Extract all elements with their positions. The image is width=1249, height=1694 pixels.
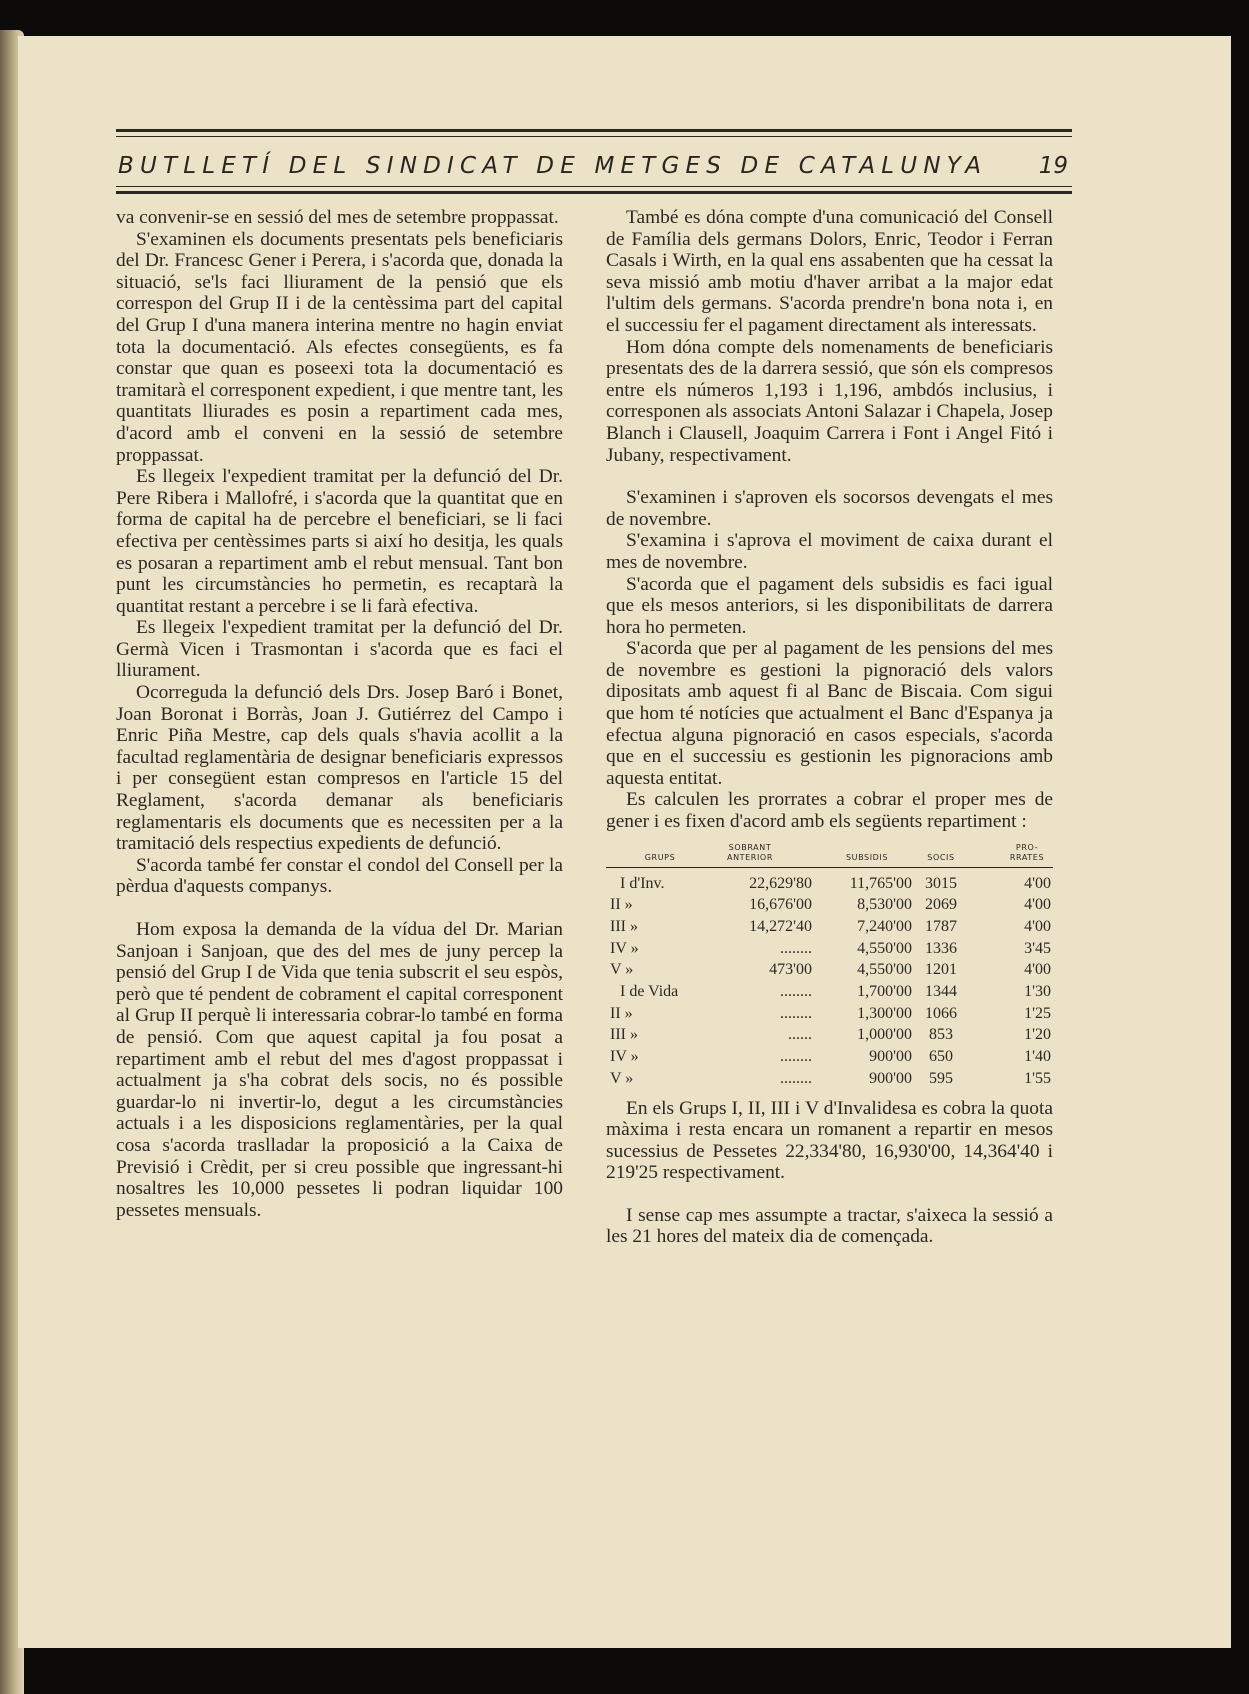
paragraph: Ocorreguda la defunció dels Drs. Josep Baró i Bonet, Joan Boronat i Borràs, Joan J. Gutiérrez del Campo i Enric Piña Mestre, cap dels quals s'havia acollit a la facultad reglamentària de designar beneficiaris expressos i per consegüent estan compresos en l'article 15 del Reglament, s'acorda demanar als beneficiaris reglamentaris els documents que es necessiten per a la tramitació dels respectius expedients de defunció. xyxy=(116,682,563,855)
cell-subsidis: 1,000'00 xyxy=(857,1026,912,1044)
paragraph: S'examina i s'aprova el moviment de caixa durant el mes de novembre. xyxy=(606,530,1053,573)
cell-prorrata: 3'45 xyxy=(1024,939,1051,957)
cell-prorrata: 4'00 xyxy=(1024,918,1051,935)
cell-sobrant: ........ xyxy=(780,1069,812,1087)
paragraph: Hom dóna compte dels nomenaments de beneficiaris presentats des de la darrera sessió, que són els compresos entre els números 1,193 i 1,196, ambdós inclusius, i corresponen als associats Antoni Salazar i Chapela, Josep Blanch i Clausell, Joaquim Carrera i Font i Angel Fitó i Jubany, respectivament. xyxy=(606,336,1053,466)
left-column xyxy=(116,207,563,1221)
cell-prorrata: 4'00 xyxy=(1024,961,1051,979)
cell-sobrant: ...... xyxy=(788,1026,812,1044)
cell-sobrant: 22,629'80 xyxy=(749,874,812,892)
cell-socis: 650 xyxy=(929,1048,953,1066)
cell-prorrata: 4'00 xyxy=(1024,874,1051,892)
paragraph: S'acorda que per al pagament de les pensions del mes de novembre es gestioni la pignoració dels valors dipositats amb aquest fi al Banc de Biscaia. Com sigui que hom té notícies que actualment el Banc d'Espanya ja efectua alguna pignoració en casos especials, s'acorda que en el successiu es gestionin les pignoracions amb aquesta entitat. xyxy=(606,638,1053,789)
cell-subsidis: 1,700'00 xyxy=(857,983,912,1001)
cell-grup: II » xyxy=(610,896,633,914)
paragraph: va convenir-se en sessió del mes de setembre proppassat. xyxy=(116,207,559,228)
cell-prorrata: 4'00 xyxy=(1024,896,1051,914)
cell-grup: III » xyxy=(610,918,638,935)
table-row xyxy=(606,1068,1053,1090)
paragraph: S'examinen i s'aproven els socorsos devengats el mes de novembre. xyxy=(606,487,1053,530)
cell-socis: 853 xyxy=(929,1026,953,1044)
cell-subsidis: 11,765'00 xyxy=(849,874,912,892)
running-header xyxy=(116,153,1072,181)
cell-sobrant: 14,272'40 xyxy=(749,918,812,935)
cell-grup: III » xyxy=(610,1026,638,1044)
header-grups: GRUPS xyxy=(644,852,676,862)
cell-socis: 2069 xyxy=(925,896,957,914)
cell-subsidis: 900'00 xyxy=(869,1048,912,1066)
table-row xyxy=(606,894,1053,916)
cell-prorrata: 1'20 xyxy=(1024,1026,1051,1044)
table-header-rule xyxy=(606,867,1053,868)
cell-prorrata: 1'40 xyxy=(1024,1048,1051,1066)
table-row xyxy=(606,873,1053,895)
cell-socis: 1787 xyxy=(925,918,957,935)
paragraph: Es llegeix l'expedient tramitat per la defunció del Dr. Pere Ribera i Mallofré, i s'acorda que la quantitat que en forma de capital ha de percebre el beneficiari, se li faci efectiva per centèssimes parts si així ho desitja, les quals es posaran a repartiment amb el rebut mensual. Tant bon punt les circumstàncies ho permetin, es recaptarà la quantitat restant a percebre i se li farà efectiva. xyxy=(116,466,563,617)
cell-prorrata: 1'55 xyxy=(1024,1069,1051,1087)
cell-subsidis: 4,550'00 xyxy=(857,961,912,979)
paragraph: S'examinen els documents presentats pels beneficiaris del Dr. Francesc Gener i Perera, i s'acorda que, donada la situació, se'ls faci lliurament de la pensió que els correspon del Grup II i de la centèssima part del capital del Grup I d'una manera interina mentre no hagin enviat tota la documentació. Als efectes consegüents, es fa constar que quan es poseexi tota la documentació es tramitarà el corresponent expedient, i que mentre tant, les quantitats lliurades es posin a repartiment cada mes, d'acord amb el conveni en la sessió de setembre proppassat. xyxy=(116,228,563,466)
cell-grup: IV » xyxy=(610,1048,639,1066)
cell-subsidis: 7,240'00 xyxy=(857,918,912,935)
page-number: 19 xyxy=(1038,153,1068,179)
table-row xyxy=(606,916,1053,938)
cell-socis: 1066 xyxy=(925,1004,957,1022)
cell-prorrata: 1'30 xyxy=(1024,983,1051,1001)
cell-grup: V » xyxy=(610,961,634,979)
header-rule-bottom xyxy=(116,186,1072,194)
cell-subsidis: 4,550'00 xyxy=(857,939,912,957)
paragraph: Es llegeix l'expedient tramitat per la defunció del Dr. Germà Vicen i Trasmontan i s'acorda que es faci el lliurament. xyxy=(116,617,563,682)
document-page xyxy=(18,36,1231,1648)
paragraph: S'acorda que el pagament dels subsidis es faci igual que els mesos anteriors, si les disponibilitats de darrera hora ho permeten. xyxy=(606,573,1053,638)
table-body xyxy=(606,873,1053,1090)
cell-socis: 595 xyxy=(929,1069,953,1087)
paragraph: També es dóna compte d'una comunicació del Consell de Família dels germans Dolors, Enric, Teodor i Ferran Casals i Wirth, en la qual ens assabenten que ha cessat la seva missió amb motiu d'haver arribat a la major edat l'ultim dels germans. S'acorda prendre'n bona nota i, en el successiu fer el pagament directament als interessats. xyxy=(606,207,1053,336)
paragraph: En els Grups I, II, III i V d'Invalidesa es cobra la quota màxima i resta encara un romanent a repartir en mesos sucessius de Pessetes 22,334'80, 16,930'00, 14,364'40 i 219'25 respectivament. xyxy=(606,1097,1053,1184)
cell-subsidis: 900'00 xyxy=(869,1069,912,1087)
cell-sobrant: 473'00 xyxy=(769,961,812,979)
header-subsidis: SUBSIDIS xyxy=(845,852,889,862)
prorrates-table xyxy=(606,837,1053,1090)
header-rule-top xyxy=(116,129,1072,137)
paragraph: Hom exposa la demanda de la vídua del Dr. Marian Sanjoan i Sanjoan, que des del mes de juny percep la pensió del Grup I de Vida que tenia subscrit el seu espòs, però que té pendent de cobrament el capital corresponent al Grup II perquè li interessaria cobrar-lo també en forma de pensió. Com que aquest capital ja fou posat a repartiment amb el rebut del mes d'agost proppassat i actualment ja s'ha cobrat dels socis, no és possible guardar-lo ni invertir-lo, degut a les circumstàncies actuals i a les disposicions reglamentàries, per la qual cosa s'acorda traslladar la proposició a la Caixa de Previsió i Crèdit, per si creu possible que ingressant-hi nosaltres les 10,000 pessetes li podran liquidar 100 pessetes mensuals. xyxy=(116,919,563,1221)
table-row xyxy=(606,1003,1053,1025)
header-socis: SOCIS xyxy=(927,852,955,862)
cell-socis: 1201 xyxy=(925,961,957,979)
table-row xyxy=(606,981,1053,1003)
paragraph: Es calculen les prorrates a cobrar el proper mes de gener i es fixen d'acord amb els següents repartiment : xyxy=(606,789,1053,833)
paragraph: S'acorda també fer constar el condol del Consell per la pèrdua d'aquests companys. xyxy=(116,854,563,898)
cell-sobrant: ........ xyxy=(780,983,812,1001)
cell-grup: I d'Inv. xyxy=(620,874,665,892)
cell-grup: I de Vida xyxy=(620,983,679,1001)
cell-grup: II » xyxy=(610,1004,633,1022)
cell-grup: IV » xyxy=(610,939,639,957)
cell-sobrant: ........ xyxy=(780,1004,812,1022)
cell-grup: V » xyxy=(610,1069,634,1087)
table-header xyxy=(606,837,1053,867)
journal-title: BUTLLETÍ DEL SINDICAT DE METGES DE CATALUNYA xyxy=(118,153,988,179)
table-row xyxy=(606,959,1053,981)
header-prorrates: PRO-RRATES xyxy=(1009,842,1045,862)
cell-subsidis: 1,300'00 xyxy=(857,1004,912,1022)
cell-sobrant: ........ xyxy=(780,939,812,957)
cell-socis: 1336 xyxy=(925,939,957,957)
cell-sobrant: 16,676'00 xyxy=(749,896,812,914)
header-sobrant: SOBRANT ANTERIOR xyxy=(727,842,773,862)
table-row xyxy=(606,938,1053,960)
table-row xyxy=(606,1046,1053,1068)
cell-subsidis: 8,530'00 xyxy=(857,896,912,914)
cell-socis: 1344 xyxy=(925,983,957,1001)
table-row xyxy=(606,1024,1053,1046)
cell-sobrant: ........ xyxy=(780,1048,812,1066)
paragraph: I sense cap mes assumpte a tractar, s'aixeca la sessió a les 21 hores del mateix dia de començada. xyxy=(606,1204,1053,1248)
cell-socis: 3015 xyxy=(925,874,957,892)
right-column xyxy=(606,207,1053,1248)
cell-prorrata: 1'25 xyxy=(1024,1004,1051,1022)
